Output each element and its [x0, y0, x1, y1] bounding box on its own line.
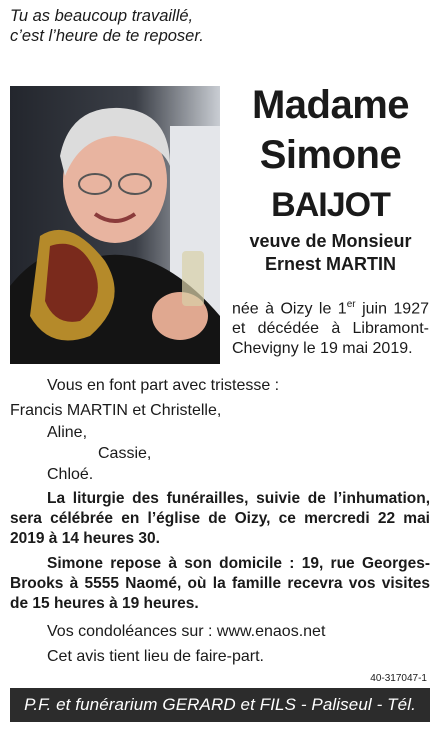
rest-paragraph: Simone repose à son domicile : 19, rue Georges-Brooks à 5555 Naomé, où la famille recevra vos visites de 15 heures à 19 heures.	[10, 555, 430, 612]
family-line-2: Aline,	[47, 424, 88, 441]
liturgy-text	[10, 489, 430, 549]
epitaph-quote	[10, 6, 204, 46]
epitaph-line-1: Tu as beaucoup travaillé,	[10, 7, 194, 25]
funeral-home-footer: P.F. et funérarium GERARD et FILS - Paliseul - Tél. 061 53 32 84	[10, 688, 430, 722]
rest-text	[10, 554, 430, 614]
liturgy-paragraph: La liturgie des funérailles, suivie de l’inhumation, sera célébrée en l’église de Oizy, ce mercredi 22 mai 2019 à 14 heures 30.	[10, 490, 430, 547]
deceased-title: Madame	[251, 83, 410, 127]
reference-number: 40-317047-1	[370, 673, 427, 684]
notice-text: Cet avis tient lieu de faire-part.	[47, 648, 264, 665]
widow-line-2: Ernest MARTIN	[264, 254, 396, 274]
birth-death-info	[232, 295, 429, 359]
family-line-1: Francis MARTIN et Christelle,	[10, 402, 222, 419]
widow-of	[228, 230, 433, 276]
deceased-name	[228, 80, 433, 230]
intro-text: Vous en font part avec tristesse :	[47, 377, 280, 394]
widow-line-1: veuve de Monsieur	[249, 231, 412, 251]
birth-superscript: er	[346, 299, 356, 310]
deceased-first-name: Simone	[259, 133, 402, 177]
birth-rest: juin 1927 et décédée à Libramont-Chevigny le 19 mai 2019.	[232, 300, 430, 358]
birth-prefix: née à Oizy le 1	[232, 300, 347, 318]
epitaph-line-2: c’est l’heure de te reposer.	[10, 27, 204, 45]
family-line-3: Cassie,	[98, 445, 152, 462]
condolences-text: Vos condoléances sur : www.enaos.net	[47, 623, 326, 640]
deceased-last-name: BAIJOT	[271, 186, 390, 224]
portrait-photo	[10, 86, 220, 364]
portrait-photo-icon	[10, 86, 220, 364]
family-line-4: Chloé.	[47, 466, 94, 483]
